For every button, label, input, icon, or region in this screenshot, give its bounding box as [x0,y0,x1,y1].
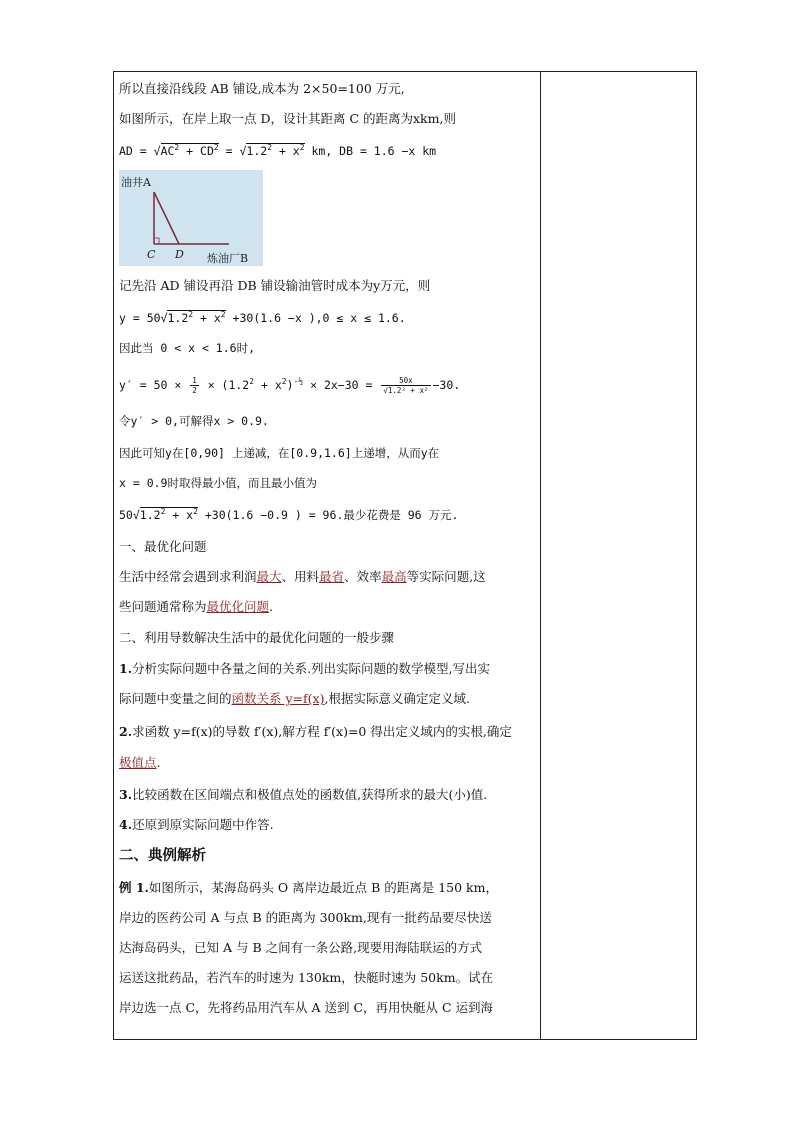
text-line: 令y′ > 0,可解得x > 0.9. [119,414,269,428]
text-line: 际问题中变量之间的函数关系 y=f(x),根据实际意义确定定义域. [119,691,470,706]
formula-derivative: y′ = 50 × $\frac{1}{2}$ × $(1.2^2 + x^2)^{-\frac{1}{2}} \times 2x-30$ = $\frac{50x}{\text{√1.2² + x²}}$ −30. [119,376,461,395]
radical-sign: √ [160,311,168,325]
radical-sign: √ [132,508,140,522]
text-line: 4.还原到原实际问题中作答. [119,817,274,832]
radical-sign: √ [239,144,247,158]
formula-y: $y = 50√1.2^2 + x^2 +30(1.6 -x$ ),0 ≤ x ≤ 1.6. [119,310,406,325]
table-column-divider [540,71,541,1040]
section-heading: 一、最优化问题 [119,539,207,554]
text-line: 达海岛码头，已知 A 与 B 之间有一条公路,现要用海陆联运的方式 [119,940,483,955]
label-a: 油井A [121,176,151,189]
radical-sign: √ [153,144,161,158]
text-line: 因此当 0 < x < 1.6时, [119,341,256,355]
text-line: 记先沿 AD 铺设再沿 DB 铺设输油管时成本为y万元，则 [119,278,431,293]
text-line: 极值点. [119,755,161,770]
formula-min: $50√1.2^2 + x^2 +30(1.6 -0.9$ ) = 96.最少花费是 96 万元. [119,507,459,522]
text-line: 如图所示，在岸上取一点 D，设计其距离 C 的距离为xkm,则 [119,111,456,126]
text-line: 因此可知y在[0,90] 上递减，在[0.9,1.6]上递增，从而y在 [119,446,440,460]
text-line: 3.比较函数在区间端点和极值点处的函数值,获得所求的最大(小)值. [119,787,488,802]
text-line: 岸边选一点 C，先将药品用汽车从 A 送到 C，再用快艇从 C 运到海 [119,1000,494,1015]
fraction-half: $\frac{1}{2}$ [192,376,197,395]
label-c: C [147,248,156,261]
label-d: D [175,248,184,261]
text-line: 岸边的医药公司 A 与点 B 的距离为 300km,现有一批药品要尽快送 [119,910,492,925]
formula-ad: AD = $√AC^2 + CD^2 = √1.2^2 + x^2$ km, DB = 1.6 −x km [119,143,437,158]
text-line: 生活中经常会遇到求利润最大、用料最省、效率最高等实际问题,这 [119,569,486,584]
text-line: 1.分析实际问题中各量之间的关系.列出实际问题的数学模型,写出实 [119,661,491,676]
text-line: 2.求函数 y=f(x)的导数 f′(x),解方程 f′(x)=0 得出定义域内的实根,确定 [119,724,512,739]
text-line: x = 0.9时取得最小值，而且最小值为 [119,476,317,490]
section-heading: 二、利用导数解决生活中的最优化问题的一般步骤 [119,630,395,645]
text-line: 运送这批药品，若汽车的时速为 130km，快艇时速为 50km。试在 [119,970,494,985]
fraction-50x: $\frac{50x}{\text{√1.2² + x²}}$ [383,376,429,395]
section-heading-examples: 二、典例解析 [119,847,206,864]
text-line: 例 1.如图所示，某海岛码头 O 离岸边最近点 B 的距离是 150 km， [119,880,498,895]
pipeline-figure [119,170,263,266]
text-line: 所以直接沿线段 AB 铺设,成本为 2×50=100 万元, [119,81,405,96]
text-line: 些问题通常称为最优化问题. [119,599,274,614]
label-b: 炼油厂B [207,252,249,265]
